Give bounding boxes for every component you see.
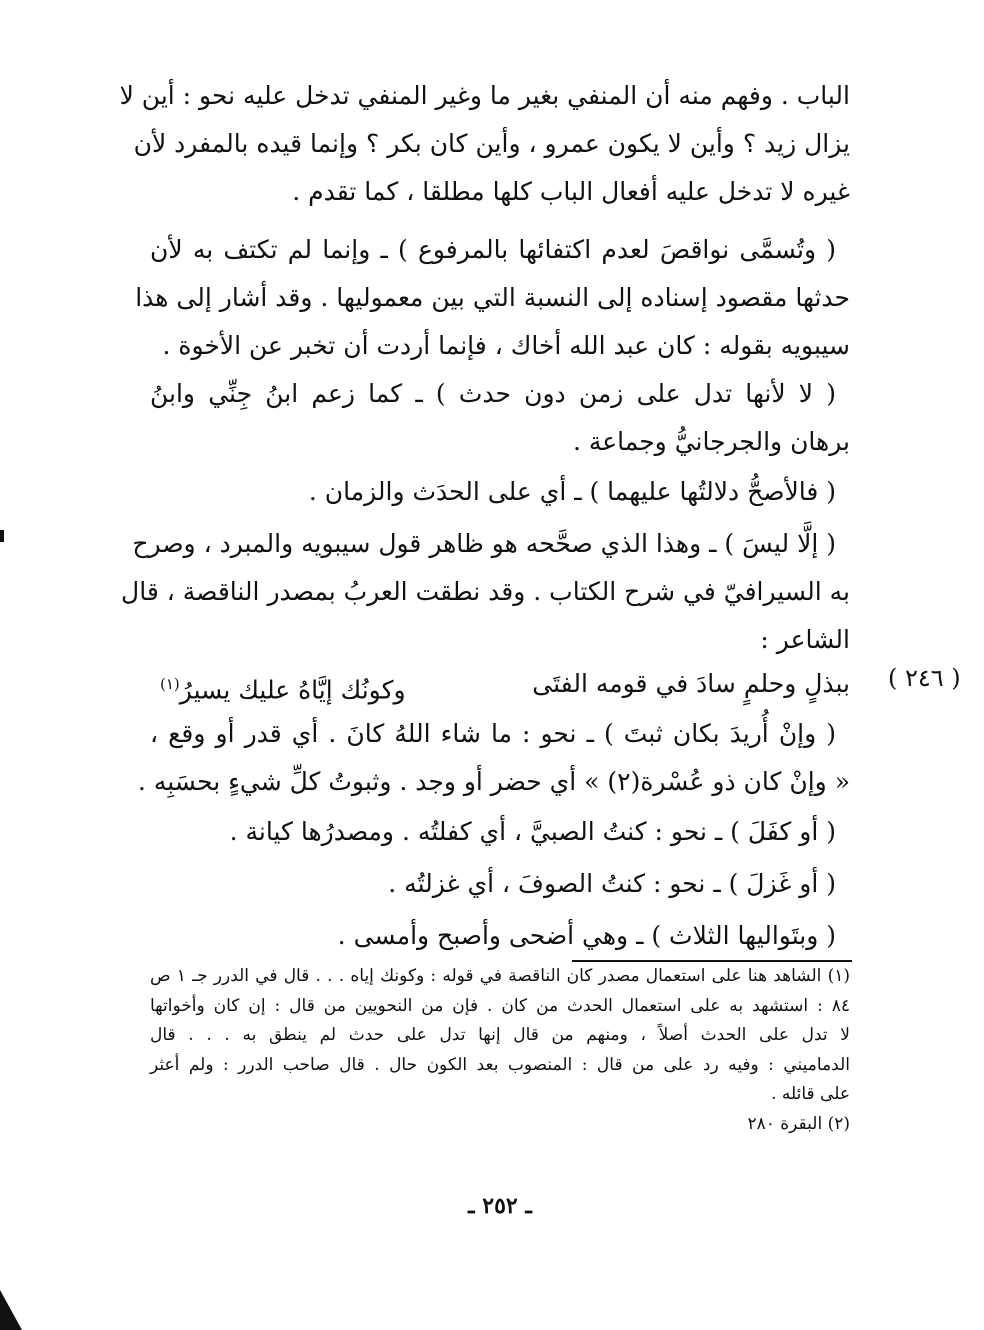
footnote-line: ٨٤ : استشهد به على استعمال الحدث من كان . فإن من النحويين من قال : إن كان وأخواتها: [150, 995, 850, 1016]
footnote-2: (٢) البقرة ٢٨٠: [747, 1113, 850, 1134]
text-line: ( فالأصحُّ دلالتُها عليهما ) ـ أي على الحدَث والزمان .: [308, 477, 836, 506]
verse-hemistich-first: ببذلٍ وحلمٍ سادَ في قومه الفتَى: [532, 669, 850, 698]
paragraph-8: [150, 860, 850, 908]
text-line: به السيرافيّ في شرح الكتاب . وقد نطقت العربُ بمصدر الناقصة ، قال: [121, 577, 850, 606]
paragraph-6: [137, 710, 850, 806]
paragraph-1: [119, 72, 850, 216]
text-line: يزال زيد ؟ وأين لا يكون عمرو ، وأين كان بكر ؟ وإنما قيده بالمفرد لأن: [133, 129, 850, 158]
paragraph-2: [135, 226, 850, 370]
margin-number: ( ٢٤٦ ): [888, 664, 961, 692]
text-line: سيبويه بقوله : كان عبد الله أخاك ، فإنما أردت أن تخبر عن الأخوة .: [162, 331, 850, 360]
paragraph-5: [121, 520, 850, 664]
verse-hemistich-second-text: وكونُك إيَّاهُ عليك يسيرُ: [179, 675, 406, 705]
text-line: غيره لا تدخل عليه أفعال الباب كلها مطلقا ، كما تقدم .: [292, 177, 850, 206]
text-line: ( أو كفَلَ ) ـ نحو : كنتُ الصبيَّ ، أي كفلتُه . ومصدرُها كيانة .: [229, 817, 836, 846]
verse-hemistich-second: [160, 662, 406, 712]
scan-edge-mark: [0, 530, 4, 542]
footnote-line: الدماميني : وفيه رد على من قال : المنصوب بعد الكون حال . قال صاحب الدرر : ولم أعثر: [150, 1054, 850, 1075]
text-line: حدثها مقصود إسناده إلى النسبة التي بين معموليها . وقد أشار إلى هذا: [135, 283, 850, 312]
text-line: ( وإنْ أُريدَ بكان ثبتَ ) ـ نحو : ما شاء اللهُ كانَ . أي قدر أو وقع ،: [150, 719, 836, 748]
text-line: الشاعر :: [760, 625, 850, 654]
page-number: ـ ٢٥٢ ـ: [468, 1193, 532, 1219]
footnote-line: (١) الشاهد هنا على استعمال مصدر كان الناقصة في قوله : وكونك إياه . . . قال في الدرر جـ ١ ص: [150, 966, 850, 986]
footnote-line: على قائله .: [771, 1084, 850, 1104]
paragraph-7: [150, 808, 850, 856]
footnote-line: لا تدل على الحدث أصلاً ، ومنهم من قال إنها تدل على حدث لم ينطق به . . . قال: [150, 1025, 850, 1045]
paragraph-4: [150, 468, 850, 516]
text-line: ( إلَّا ليسَ ) ـ وهذا الذي صحَّحه هو ظاهر قول سيبويه والمبرد ، وصرح: [132, 529, 836, 558]
text-line: الباب . وفهم منه أن المنفي بغير ما وغير المنفي تدخل عليه نحو : أين لا: [119, 81, 850, 110]
paragraph-9: [150, 912, 850, 960]
text-line: « وإنْ كان ذو عُسْرة(٢) » أي حضر أو وجد . وثبوتُ كلِّ شيءٍ بحسَبِه .: [137, 767, 850, 796]
paragraph-3: [150, 370, 850, 466]
text-line: ( أو غَزلَ ) ـ نحو : كنتُ الصوفَ ، أي غزلتُه .: [388, 869, 836, 898]
text-line: ( لا لأنها تدل على زمن دون حدث ) ـ كما زعم ابنُ جِنِّي وابنُ: [150, 379, 836, 408]
scan-corner-mark: [0, 1290, 22, 1330]
text-line: ( وبتَواليها الثلاث ) ـ وهي أضحى وأصبح وأمسى .: [337, 921, 836, 950]
footnote-reference: (١): [160, 675, 180, 693]
footnotes: [150, 962, 850, 1139]
text-line: برهان والجرجانيُّ وجماعة .: [572, 427, 850, 456]
text-line: ( وتُسمَّى نواقصَ لعدم اكتفائها بالمرفوع ) ـ وإنما لم تكتف به لأن: [150, 235, 836, 264]
